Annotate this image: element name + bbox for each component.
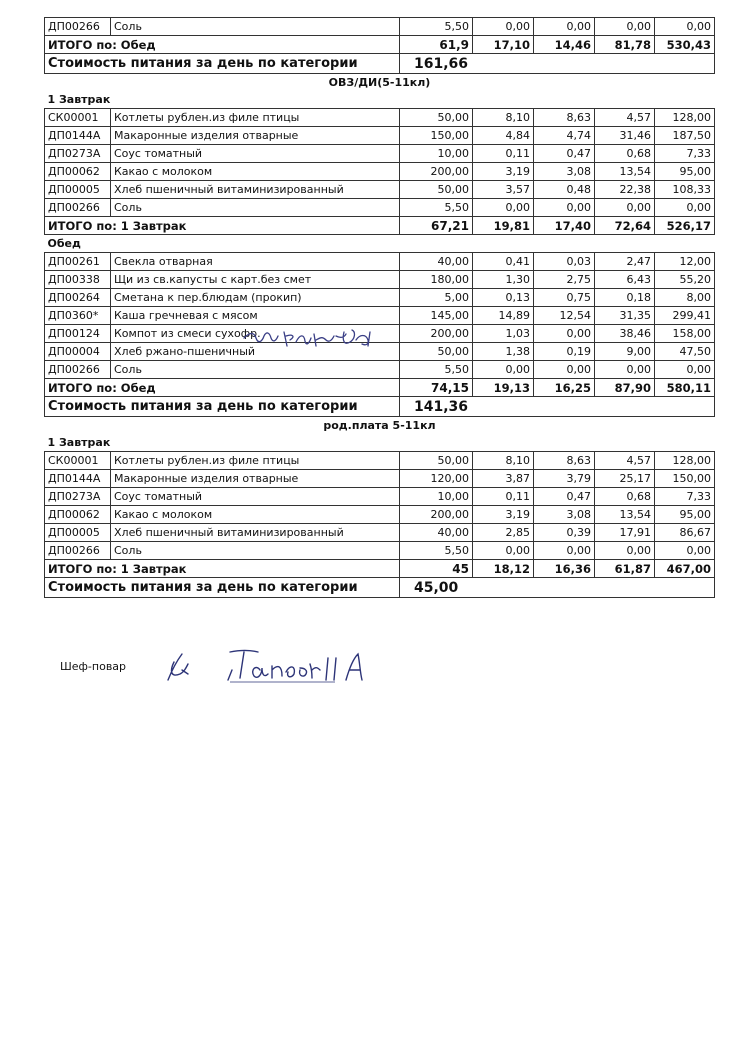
cell-v5: 299,41 [655, 307, 715, 325]
cell-v2: 0,00 [473, 542, 534, 560]
cell-v2: 4,84 [473, 127, 534, 145]
cell-code: ДП0144А [45, 127, 111, 145]
total-v5: 530,43 [655, 36, 715, 54]
table-row [45, 542, 715, 560]
cell-v3: 0,03 [534, 253, 595, 271]
cell-name: Соль [111, 18, 400, 36]
cell-code: ДП0273А [45, 488, 111, 506]
cost-label: Стоимость питания за день по категории [45, 578, 400, 598]
cell-code: ДП00266 [45, 18, 111, 36]
cell-v5: 187,50 [655, 127, 715, 145]
cell-v2: 3,19 [473, 506, 534, 524]
cell-v2: 1,38 [473, 343, 534, 361]
cost-value: 161,66 [400, 54, 715, 74]
cell-v3: 0,00 [534, 18, 595, 36]
cell-v4: 17,91 [595, 524, 655, 542]
cell-v4: 31,35 [595, 307, 655, 325]
cell-v2: 0,13 [473, 289, 534, 307]
cell-v3: 0,00 [534, 361, 595, 379]
cell-code: ДП0360* [45, 307, 111, 325]
cell-v4: 13,54 [595, 506, 655, 524]
menu-table-body [45, 18, 715, 598]
cell-code: СК00001 [45, 109, 111, 127]
cell-v3: 0,19 [534, 343, 595, 361]
cost-row [45, 578, 715, 598]
table-row [45, 524, 715, 542]
cell-name: Котлеты рублен.из филе птицы [111, 109, 400, 127]
cell-v4: 22,38 [595, 181, 655, 199]
cell-v4: 0,00 [595, 542, 655, 560]
cell-v2: 0,00 [473, 361, 534, 379]
cell-v3: 3,79 [534, 470, 595, 488]
cell-name: Соль [111, 542, 400, 560]
total-v3: 16,36 [534, 560, 595, 578]
total-v1: 74,15 [400, 379, 473, 397]
cell-v3: 3,08 [534, 163, 595, 181]
cell-name: Соль [111, 199, 400, 217]
total-v4: 87,90 [595, 379, 655, 397]
table-row [45, 163, 715, 181]
cost-row [45, 54, 715, 74]
meal-title [45, 235, 715, 253]
cell-v2: 3,19 [473, 163, 534, 181]
table-row [45, 145, 715, 163]
cell-v5: 55,20 [655, 271, 715, 289]
cell-code: ДП00004 [45, 343, 111, 361]
cell-name: Соус томатный [111, 488, 400, 506]
cell-v1: 50,00 [400, 109, 473, 127]
cell-v4: 25,17 [595, 470, 655, 488]
cell-v5: 95,00 [655, 506, 715, 524]
cell-v5: 95,00 [655, 163, 715, 181]
cell-v3: 2,75 [534, 271, 595, 289]
cell-v3: 0,48 [534, 181, 595, 199]
cell-name: Свекла отварная [111, 253, 400, 271]
cell-code: ДП0273А [45, 145, 111, 163]
cell-v2: 8,10 [473, 109, 534, 127]
cell-v4: 4,57 [595, 109, 655, 127]
cell-v3: 0,00 [534, 325, 595, 343]
cell-v1: 120,00 [400, 470, 473, 488]
cell-v1: 40,00 [400, 253, 473, 271]
cell-v1: 50,00 [400, 181, 473, 199]
cell-v4: 38,46 [595, 325, 655, 343]
total-v4: 72,64 [595, 217, 655, 235]
total-v3: 14,46 [534, 36, 595, 54]
cell-v1: 5,50 [400, 361, 473, 379]
cell-code: ДП00266 [45, 542, 111, 560]
cell-v4: 0,00 [595, 18, 655, 36]
cell-v1: 200,00 [400, 163, 473, 181]
cell-v5: 8,00 [655, 289, 715, 307]
cell-v2: 2,85 [473, 524, 534, 542]
cell-v2: 1,03 [473, 325, 534, 343]
cell-name: Какао с молоком [111, 163, 400, 181]
cell-v4: 0,68 [595, 145, 655, 163]
cell-v4: 13,54 [595, 163, 655, 181]
menu-table [44, 17, 715, 598]
total-v1: 61,9 [400, 36, 473, 54]
total-v5: 580,11 [655, 379, 715, 397]
cell-v2: 0,11 [473, 145, 534, 163]
cell-v4: 0,00 [595, 361, 655, 379]
total-v4: 81,78 [595, 36, 655, 54]
cell-v1: 150,00 [400, 127, 473, 145]
section-title [45, 417, 715, 435]
section-title-text: ОВЗ/ДИ(5-11кл) [328, 75, 431, 89]
cell-v2: 0,41 [473, 253, 534, 271]
table-row [45, 289, 715, 307]
cell-v3: 8,63 [534, 109, 595, 127]
cell-v1: 180,00 [400, 271, 473, 289]
cell-v1: 10,00 [400, 488, 473, 506]
cell-code: ДП00266 [45, 199, 111, 217]
total-label: ИТОГО по: Обед [45, 36, 400, 54]
total-v2: 19,81 [473, 217, 534, 235]
section-title [45, 74, 715, 92]
cell-code: ДП00062 [45, 163, 111, 181]
cell-code: ДП00062 [45, 506, 111, 524]
cell-v5: 47,50 [655, 343, 715, 361]
cell-v5: 0,00 [655, 18, 715, 36]
cell-v2: 3,87 [473, 470, 534, 488]
cell-name: Хлеб пшеничный витаминизированный [111, 181, 400, 199]
handwritten-note [240, 322, 390, 352]
cell-v1: 5,50 [400, 542, 473, 560]
cell-name: Соль [111, 361, 400, 379]
cell-code: СК00001 [45, 452, 111, 470]
cell-v1: 5,50 [400, 18, 473, 36]
total-v1: 45 [400, 560, 473, 578]
cell-v4: 31,46 [595, 127, 655, 145]
cell-v2: 0,00 [473, 199, 534, 217]
table-row [45, 506, 715, 524]
chef-label: Шеф-повар [60, 660, 127, 673]
cost-value: 45,00 [400, 578, 715, 598]
cell-v1: 40,00 [400, 524, 473, 542]
cell-v3: 0,47 [534, 488, 595, 506]
meal-title-text: Обед [47, 236, 81, 250]
cost-row [45, 397, 715, 417]
table-row [45, 18, 715, 36]
cell-v2: 3,57 [473, 181, 534, 199]
cell-v5: 128,00 [655, 109, 715, 127]
cell-v2: 1,30 [473, 271, 534, 289]
cost-value: 141,36 [400, 397, 715, 417]
cell-v4: 0,00 [595, 199, 655, 217]
meal-title [45, 91, 715, 109]
table-row [45, 127, 715, 145]
cell-v3: 4,74 [534, 127, 595, 145]
cell-code: ДП00266 [45, 361, 111, 379]
table-row [45, 452, 715, 470]
cell-v1: 5,50 [400, 199, 473, 217]
cell-v2: 0,00 [473, 18, 534, 36]
cell-v5: 158,00 [655, 325, 715, 343]
cell-v5: 7,33 [655, 488, 715, 506]
cell-name: Макаронные изделия отварные [111, 127, 400, 145]
cell-code: ДП00264 [45, 289, 111, 307]
cell-v4: 2,47 [595, 253, 655, 271]
cell-v3: 3,08 [534, 506, 595, 524]
cell-v1: 200,00 [400, 506, 473, 524]
total-row [45, 217, 715, 235]
cell-v5: 108,33 [655, 181, 715, 199]
cell-code: ДП00005 [45, 524, 111, 542]
cell-v1: 200,00 [400, 325, 473, 343]
total-label: ИТОГО по: Обед [45, 379, 400, 397]
cell-name: Щи из св.капусты с карт.без смет [111, 271, 400, 289]
cell-v4: 0,18 [595, 289, 655, 307]
cell-name: Каша гречневая с мясом [111, 307, 400, 325]
cell-v3: 0,75 [534, 289, 595, 307]
cell-v2: 8,10 [473, 452, 534, 470]
cell-v2: 0,11 [473, 488, 534, 506]
cell-name: Макаронные изделия отварные [111, 470, 400, 488]
total-v2: 18,12 [473, 560, 534, 578]
total-row [45, 379, 715, 397]
table-row [45, 361, 715, 379]
table-row [45, 470, 715, 488]
cell-code: ДП00261 [45, 253, 111, 271]
total-v3: 17,40 [534, 217, 595, 235]
cell-name: Котлеты рублен.из филе птицы [111, 452, 400, 470]
chef-signature [160, 640, 400, 690]
total-label: ИТОГО по: 1 Завтрак [45, 217, 400, 235]
cell-code: ДП0144А [45, 470, 111, 488]
cell-v5: 7,33 [655, 145, 715, 163]
cell-code: ДП00338 [45, 271, 111, 289]
table-row [45, 488, 715, 506]
cell-v1: 10,00 [400, 145, 473, 163]
cell-v4: 6,43 [595, 271, 655, 289]
total-row [45, 36, 715, 54]
total-v2: 19,13 [473, 379, 534, 397]
cost-label: Стоимость питания за день по категории [45, 54, 400, 74]
cell-v2: 14,89 [473, 307, 534, 325]
cell-name: Сметана к пер.блюдам (прокип) [111, 289, 400, 307]
total-v5: 467,00 [655, 560, 715, 578]
meal-title [45, 434, 715, 452]
table-row [45, 181, 715, 199]
cell-v5: 0,00 [655, 199, 715, 217]
cell-name: Какао с молоком [111, 506, 400, 524]
cell-v3: 0,47 [534, 145, 595, 163]
cell-v1: 145,00 [400, 307, 473, 325]
total-v4: 61,87 [595, 560, 655, 578]
cell-code: ДП00005 [45, 181, 111, 199]
cell-v3: 8,63 [534, 452, 595, 470]
total-row [45, 560, 715, 578]
table-row [45, 253, 715, 271]
cost-label: Стоимость питания за день по категории [45, 397, 400, 417]
total-label: ИТОГО по: 1 Завтрак [45, 560, 400, 578]
cell-v5: 86,67 [655, 524, 715, 542]
cell-name: Хлеб пшеничный витаминизированный [111, 524, 400, 542]
cell-v1: 50,00 [400, 452, 473, 470]
cell-v4: 0,68 [595, 488, 655, 506]
menu-page [44, 17, 714, 598]
cell-v5: 150,00 [655, 470, 715, 488]
total-v2: 17,10 [473, 36, 534, 54]
cell-v5: 128,00 [655, 452, 715, 470]
cell-v5: 12,00 [655, 253, 715, 271]
section-title-text: род.плата 5-11кл [323, 418, 436, 432]
cell-v3: 0,00 [534, 542, 595, 560]
total-v3: 16,25 [534, 379, 595, 397]
cell-v3: 12,54 [534, 307, 595, 325]
table-row [45, 109, 715, 127]
cell-v4: 9,00 [595, 343, 655, 361]
cell-v1: 5,00 [400, 289, 473, 307]
table-row [45, 271, 715, 289]
cell-v5: 0,00 [655, 542, 715, 560]
meal-title-text: 1 Завтрак [47, 435, 111, 449]
cell-v4: 4,57 [595, 452, 655, 470]
cell-name: Соус томатный [111, 145, 400, 163]
cell-name: Компот из смеси сухофр. [111, 325, 400, 343]
cell-name: Хлеб ржано-пшеничный [111, 343, 400, 361]
cell-v3: 0,00 [534, 199, 595, 217]
cell-code: ДП00124 [45, 325, 111, 343]
total-v5: 526,17 [655, 217, 715, 235]
meal-title-text: 1 Завтрак [47, 92, 111, 106]
cell-v5: 0,00 [655, 361, 715, 379]
total-v1: 67,21 [400, 217, 473, 235]
cell-v3: 0,39 [534, 524, 595, 542]
table-row [45, 199, 715, 217]
cell-v1: 50,00 [400, 343, 473, 361]
